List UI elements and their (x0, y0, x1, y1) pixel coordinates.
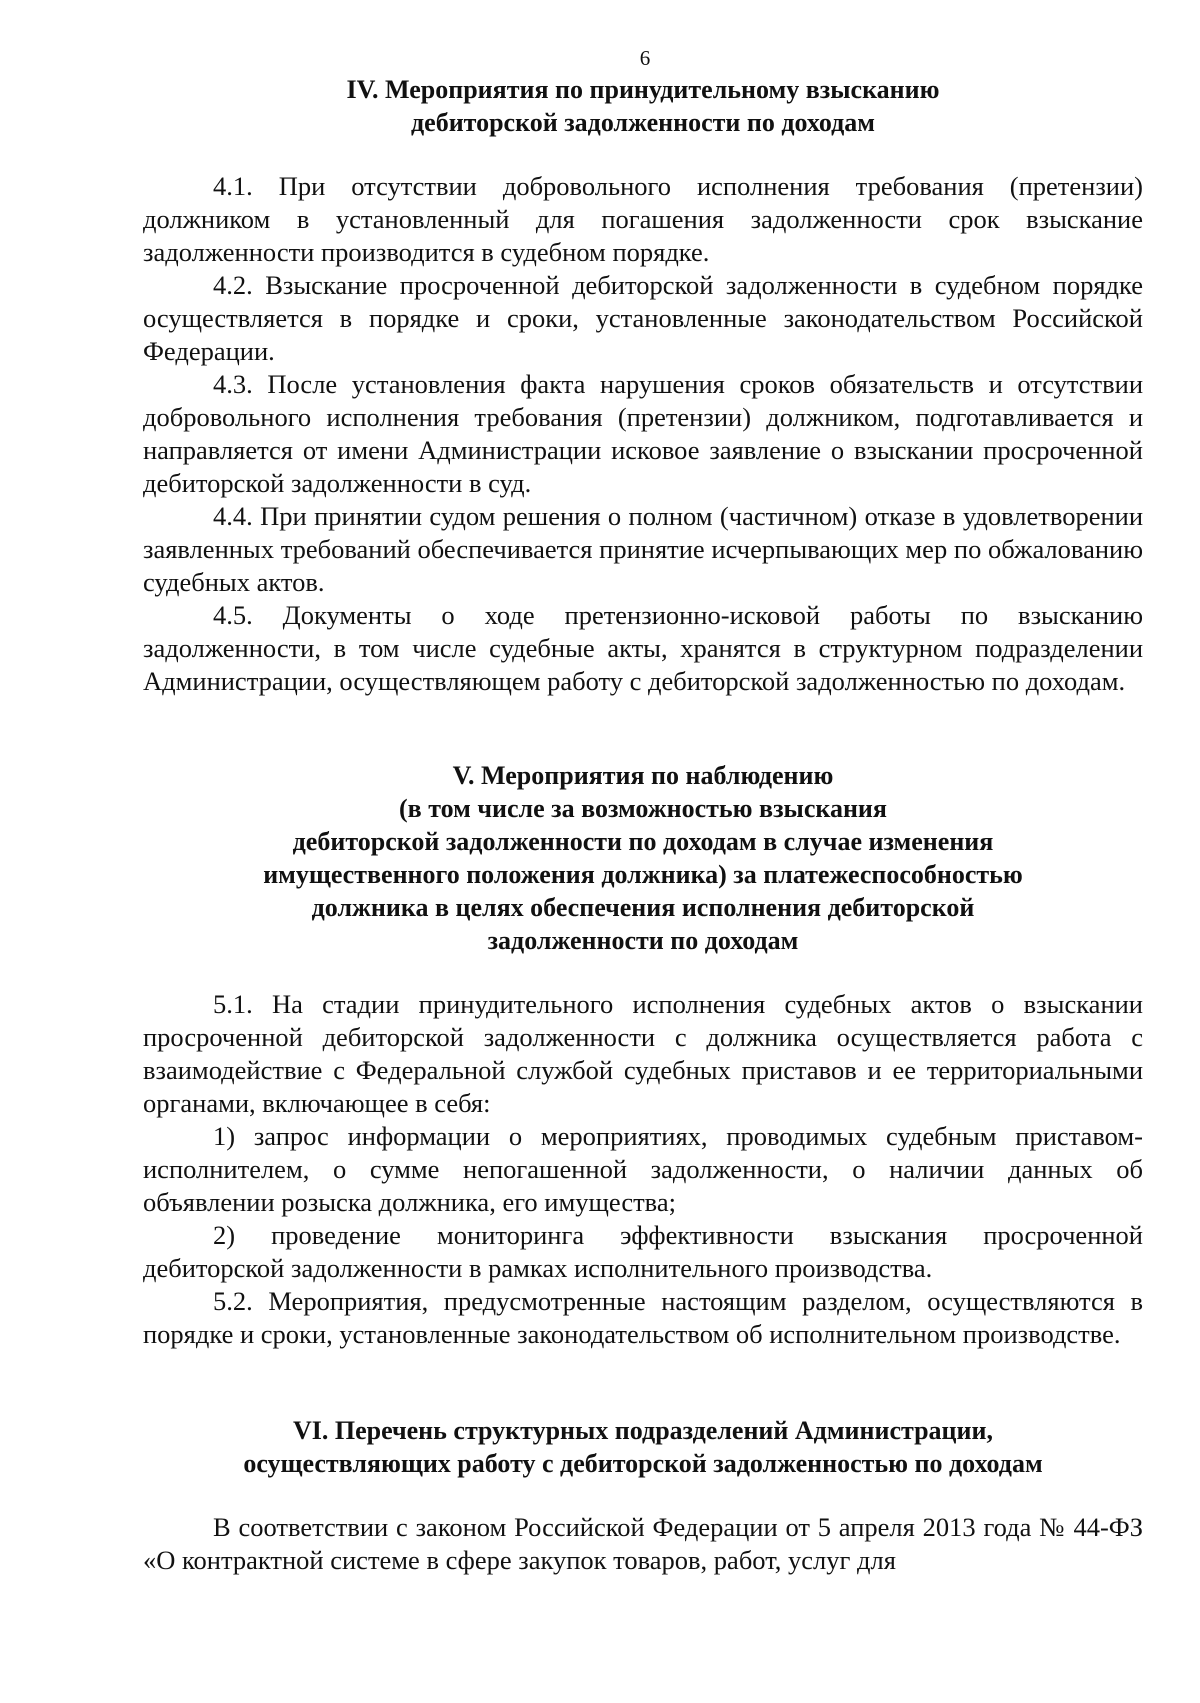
section-4-heading-line: дебиторской задолженности по доходам (411, 108, 875, 137)
paragraph-5-1: 5.1. На стадии принудительного исполнения судебных актов о взыскании просроченной дебиторской задолженности с должника осуществляется работа с взаимодействие с Федеральной службой судебных приставов и ее территориальными органами, включающее в себя: (143, 989, 1143, 1118)
paragraph-4-1: 4.1. При отсутствии добровольного исполнения требования (претензии) должником в установленный для погашения задолженности срок взыскание задолженности производится в судебном порядке. (143, 171, 1143, 267)
section-6-heading-line: VI. Перечень структурных подразделений Администрации, (292, 1416, 994, 1445)
paragraph-4-3: 4.3. После установления факта нарушения сроков обязательств и отсутствии добровольного исполнения требования (претензии) должником, подготавливается и направляется от имени Администрации исковое заявление о взыскании просроченной дебиторской задолженности в суд. (143, 369, 1143, 498)
paragraph-5-1-item-2: 2) проведение мониторинга эффективности взыскания просроченной дебиторской задолженности в рамках исполнительного производства. (143, 1220, 1143, 1283)
section-5-heading (143, 759, 1143, 957)
paragraph-4-2: 4.2. Взыскание просроченной дебиторской задолженности в судебном порядке осуществляется в порядке и сроки, установленные законодательством Российской Федерации. (143, 270, 1143, 366)
page-number: 6 (639, 46, 651, 70)
section-6-heading-line: осуществляющих работу с дебиторской задолженностью по доходам (243, 1449, 1043, 1478)
paragraph-6-1: В соответствии с законом Российской Федерации от 5 апреля 2013 года № 44-ФЗ «О контрактной системе в сфере закупок товаров, работ, услуг для (143, 1512, 1143, 1575)
section-5-body (143, 988, 1143, 1351)
section-5-heading-line: (в том числе за возможностью взыскания (399, 794, 887, 823)
section-5-heading-line: имущественного положения должника) за платежеспособностью (263, 860, 1023, 889)
paragraph-5-1-item-1: 1) запрос информации о мероприятиях, проводимых судебным приставом-исполнителем, о сумме непогашенной задолженности, о наличии данных об объявлении розыска должника, его имущества; (143, 1121, 1143, 1217)
section-4-heading (143, 73, 1143, 139)
section-5-heading-line: дебиторской задолженности по доходам в случае изменения (292, 827, 994, 856)
section-6-body (143, 1511, 1143, 1577)
paragraph-4-5: 4.5. Документы о ходе претензионно-исковой работы по взысканию задолженности, в том числе судебные акты, хранятся в структурном подразделении Администрации, осуществляющем работу с дебиторской задолженностью по доходам. (143, 600, 1143, 696)
section-5-heading-line: задолженности по доходам (487, 926, 799, 955)
section-5-heading-line: V. Мероприятия по наблюдению (452, 761, 834, 790)
paragraph-4-4: 4.4. При принятии судом решения о полном (частичном) отказе в удовлетворении заявленных требований обеспечивается принятие исчерпывающих мер по обжалованию судебных актов. (143, 501, 1143, 597)
section-5-heading-line: должника в целях обеспечения исполнения дебиторской (311, 893, 975, 922)
section-4-body (143, 170, 1143, 698)
paragraph-5-2: 5.2. Мероприятия, предусмотренные настоящим разделом, осуществляются в порядке и сроки, установленные законодательством об исполнительном производстве. (143, 1286, 1143, 1349)
section-6-heading (143, 1414, 1143, 1480)
section-4-heading-line: IV. Мероприятия по принудительному взысканию (346, 75, 940, 104)
